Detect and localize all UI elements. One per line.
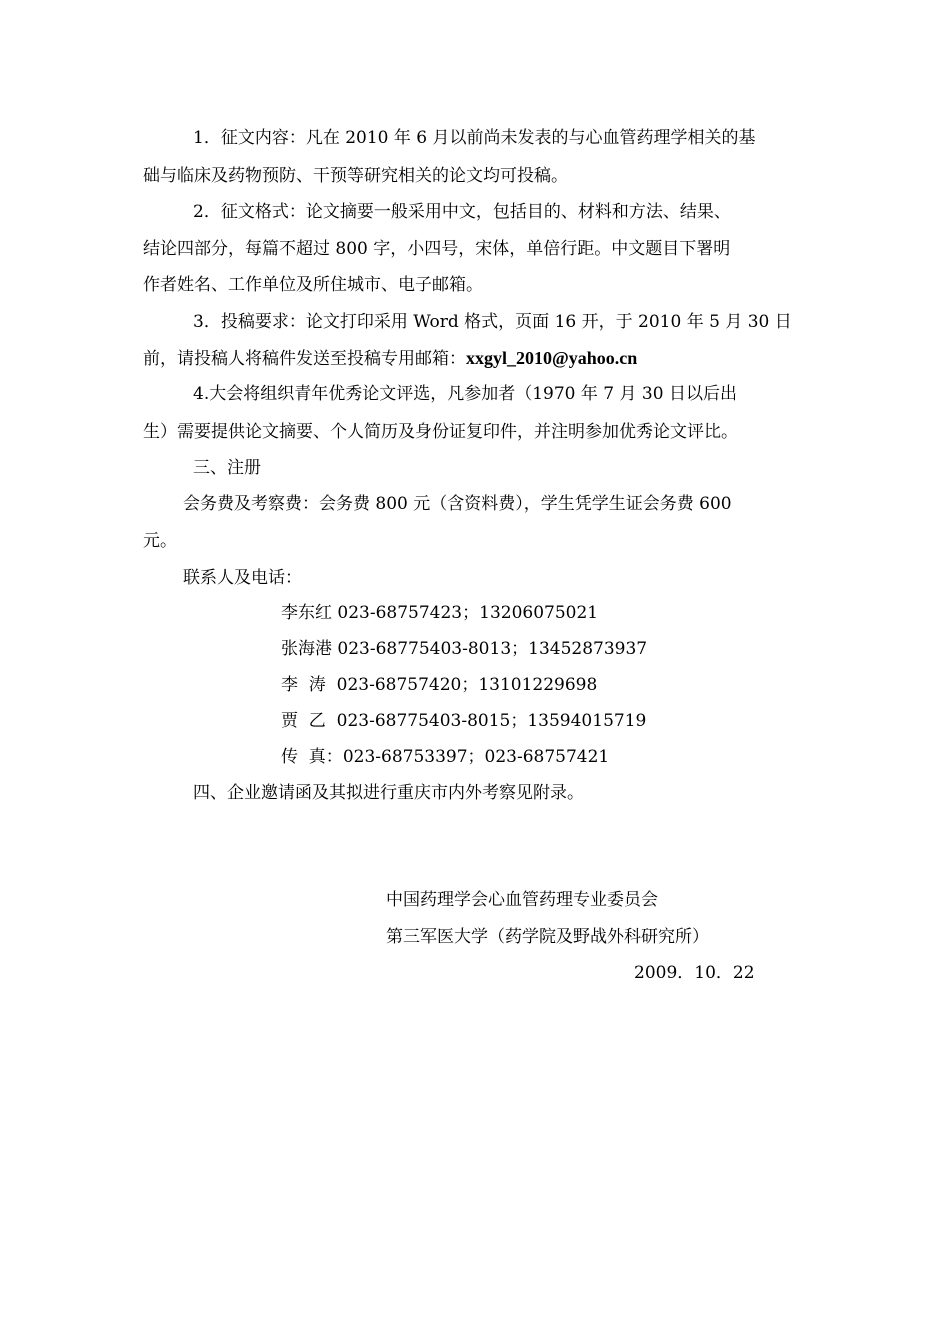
item1-line2: 础与临床及药物预防、干预等研究相关的论文均可投稿。 [143,166,568,186]
contact-phone: 023-68757420；13101229698 [336,675,598,695]
contact-row [281,637,647,661]
contact-name: 贾 乙 [281,711,326,731]
submission-email: xxgyl_2010@yahoo.cn [466,348,638,368]
contact-row [281,709,646,733]
item3-line2 [143,346,637,371]
contact-name: 张海港 [281,639,332,659]
contact-name: 李 涛 [281,675,326,695]
contact-phone: 023-68775403-8013；13452873937 [337,639,648,659]
contact-heading: 联系人及电话： [183,568,302,588]
contact-row [281,673,597,697]
item2-line2: 结论四部分，每篇不超过 800 字，小四号，宋体，单倍行距。中文题目下署明 [143,239,731,259]
item4-line2: 生）需要提供论文摘要、个人简历及身份证复印件，并注明参加优秀论文评比。 [143,422,738,442]
signature-org1: 中国药理学会心血管药理专业委员会 [386,890,658,910]
contact-phone: 023-68775403-8015；13594015719 [336,711,647,731]
item2-line3: 作者姓名、工作单位及所住城市、电子邮箱。 [143,275,483,295]
fee-line1: 会务费及考察费：会务费 800 元（含资料费），学生凭学生证会务费 600 [183,494,732,514]
contact-row [281,601,598,625]
contact-name: 李东红 [281,603,332,623]
signature-date: 2009．10．22 [634,963,755,983]
item3-line2-prefix: 前，请投稿人将稿件发送至投稿专用邮箱： [143,349,466,369]
fax-row [281,745,609,769]
item3-line1: 3．投稿要求：论文打印采用 Word 格式，页面 16 开，于 2010 年 5 月 30 日 [193,312,792,332]
item2-line1: 2．征文格式：论文摘要一般采用中文，包括目的、材料和方法、结果、 [193,202,731,222]
signature-org2: 第三军医大学（药学院及野战外科研究所） [386,927,709,947]
fax-label: 传 真： [281,747,343,767]
item1-line1: 1．征文内容：凡在 2010 年 6 月以前尚未发表的与心血管药理学相关的基 [193,128,756,148]
registration-heading: 三、注册 [193,458,261,478]
fax-numbers: 023-68753397；023-68757421 [342,747,610,767]
fee-line2: 元。 [143,531,177,551]
item4-line1: 4.大会将组织青年优秀论文评选，凡参加者（1970 年 7 月 30 日以后出 [193,384,737,404]
contact-phone: 023-68757423；13206075021 [337,603,599,623]
section4-text: 四、企业邀请函及其拟进行重庆市内外考察见附录。 [193,783,584,803]
